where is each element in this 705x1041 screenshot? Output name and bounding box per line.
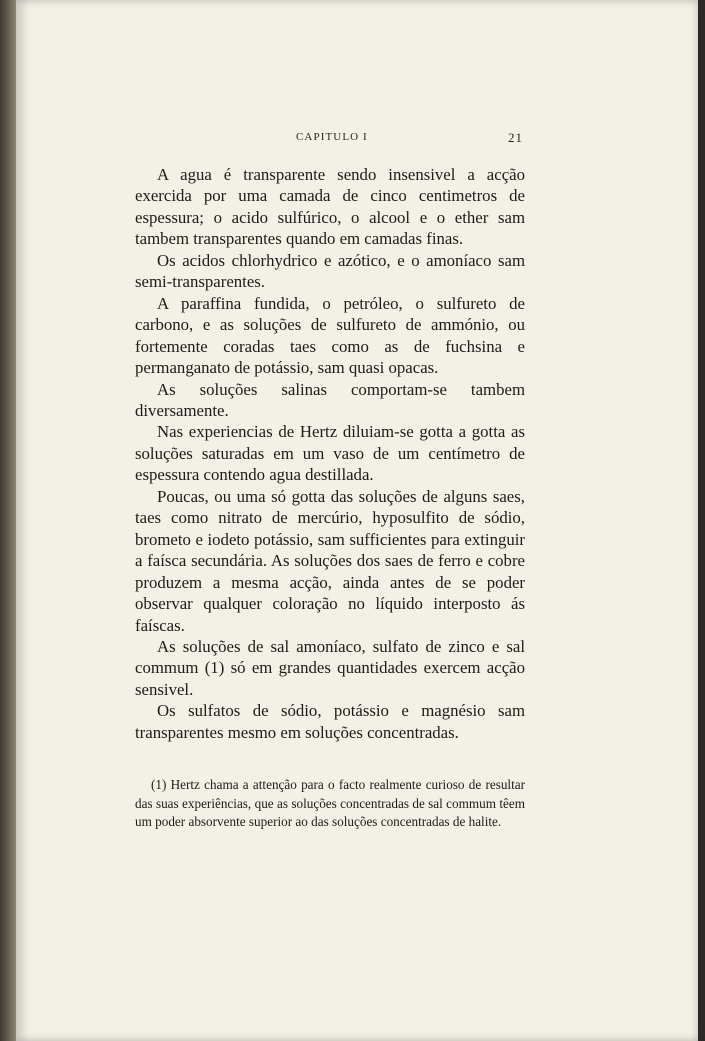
page-header [16,131,698,147]
running-title: CAPITULO I [296,131,368,143]
footnote-text: (1) Hertz chama a attenção para o facto realmente curioso de resultar das suas experiências, que as soluções concentradas de sal commum têem um poder absorvente superior ao das soluções concentradas de halite. [135,777,525,829]
book-gutter-edge [0,0,16,1041]
footnote [135,776,525,832]
paragraph-ammonia-salt: As soluções de sal amoníaco, sulfato de zinco e sal commum (1) só em grandes quantidades exercem acção sensivel. [135,636,525,699]
paragraph-sulfates: Os sulfatos de sódio, potássio e magnésio sam transparentes mesmo em soluções concentradas. [135,701,525,742]
paragraph-water: A agua é transparente sendo insensivel a acção exercida por uma camada de cinco centimetros de espessura; o acido sulfúrico, o alcool e o ether sam tambem transparentes quando em camadas finas. [135,165,525,249]
paragraph-acids: Os acidos chlorhydrico e azótico, e o amoníaco sam semi-transparentes. [135,250,525,292]
paragraph-salts: Poucas, ou uma só gotta das soluções de alguns saes, taes como nitrato de mercúrio, hyposulfito de sódio, brometo e iodeto potássio, sam sufficientes para extinguir a faísca secundária. As soluções dos saes de ferro e cobre produzem a mesma acção, ainda antes de se poder observar qualquer coloração no líquido interposto ás faíscas. [135,486,525,635]
body-text [135,164,525,743]
page-number: 21 [508,130,523,145]
paragraph-paraffin: A paraffina fundida, o petróleo, o sulfureto de carbono, e as soluções de sulfureto de ammónio, ou fortemente coradas taes como as de fuchsina e permanganato de potássio, sam quasi opacas. [135,293,525,378]
paragraph-hertz-experiments: Nas experiencias de Hertz diluiam-se gotta a gotta as soluções saturadas em um vaso de um centímetro de espessura contendo agua destillada. [135,422,525,485]
page-right-edge [698,0,705,1041]
paragraph-saline: As soluções salinas comportam-se tambem diversamente. [135,379,525,420]
book-page [16,0,698,1041]
